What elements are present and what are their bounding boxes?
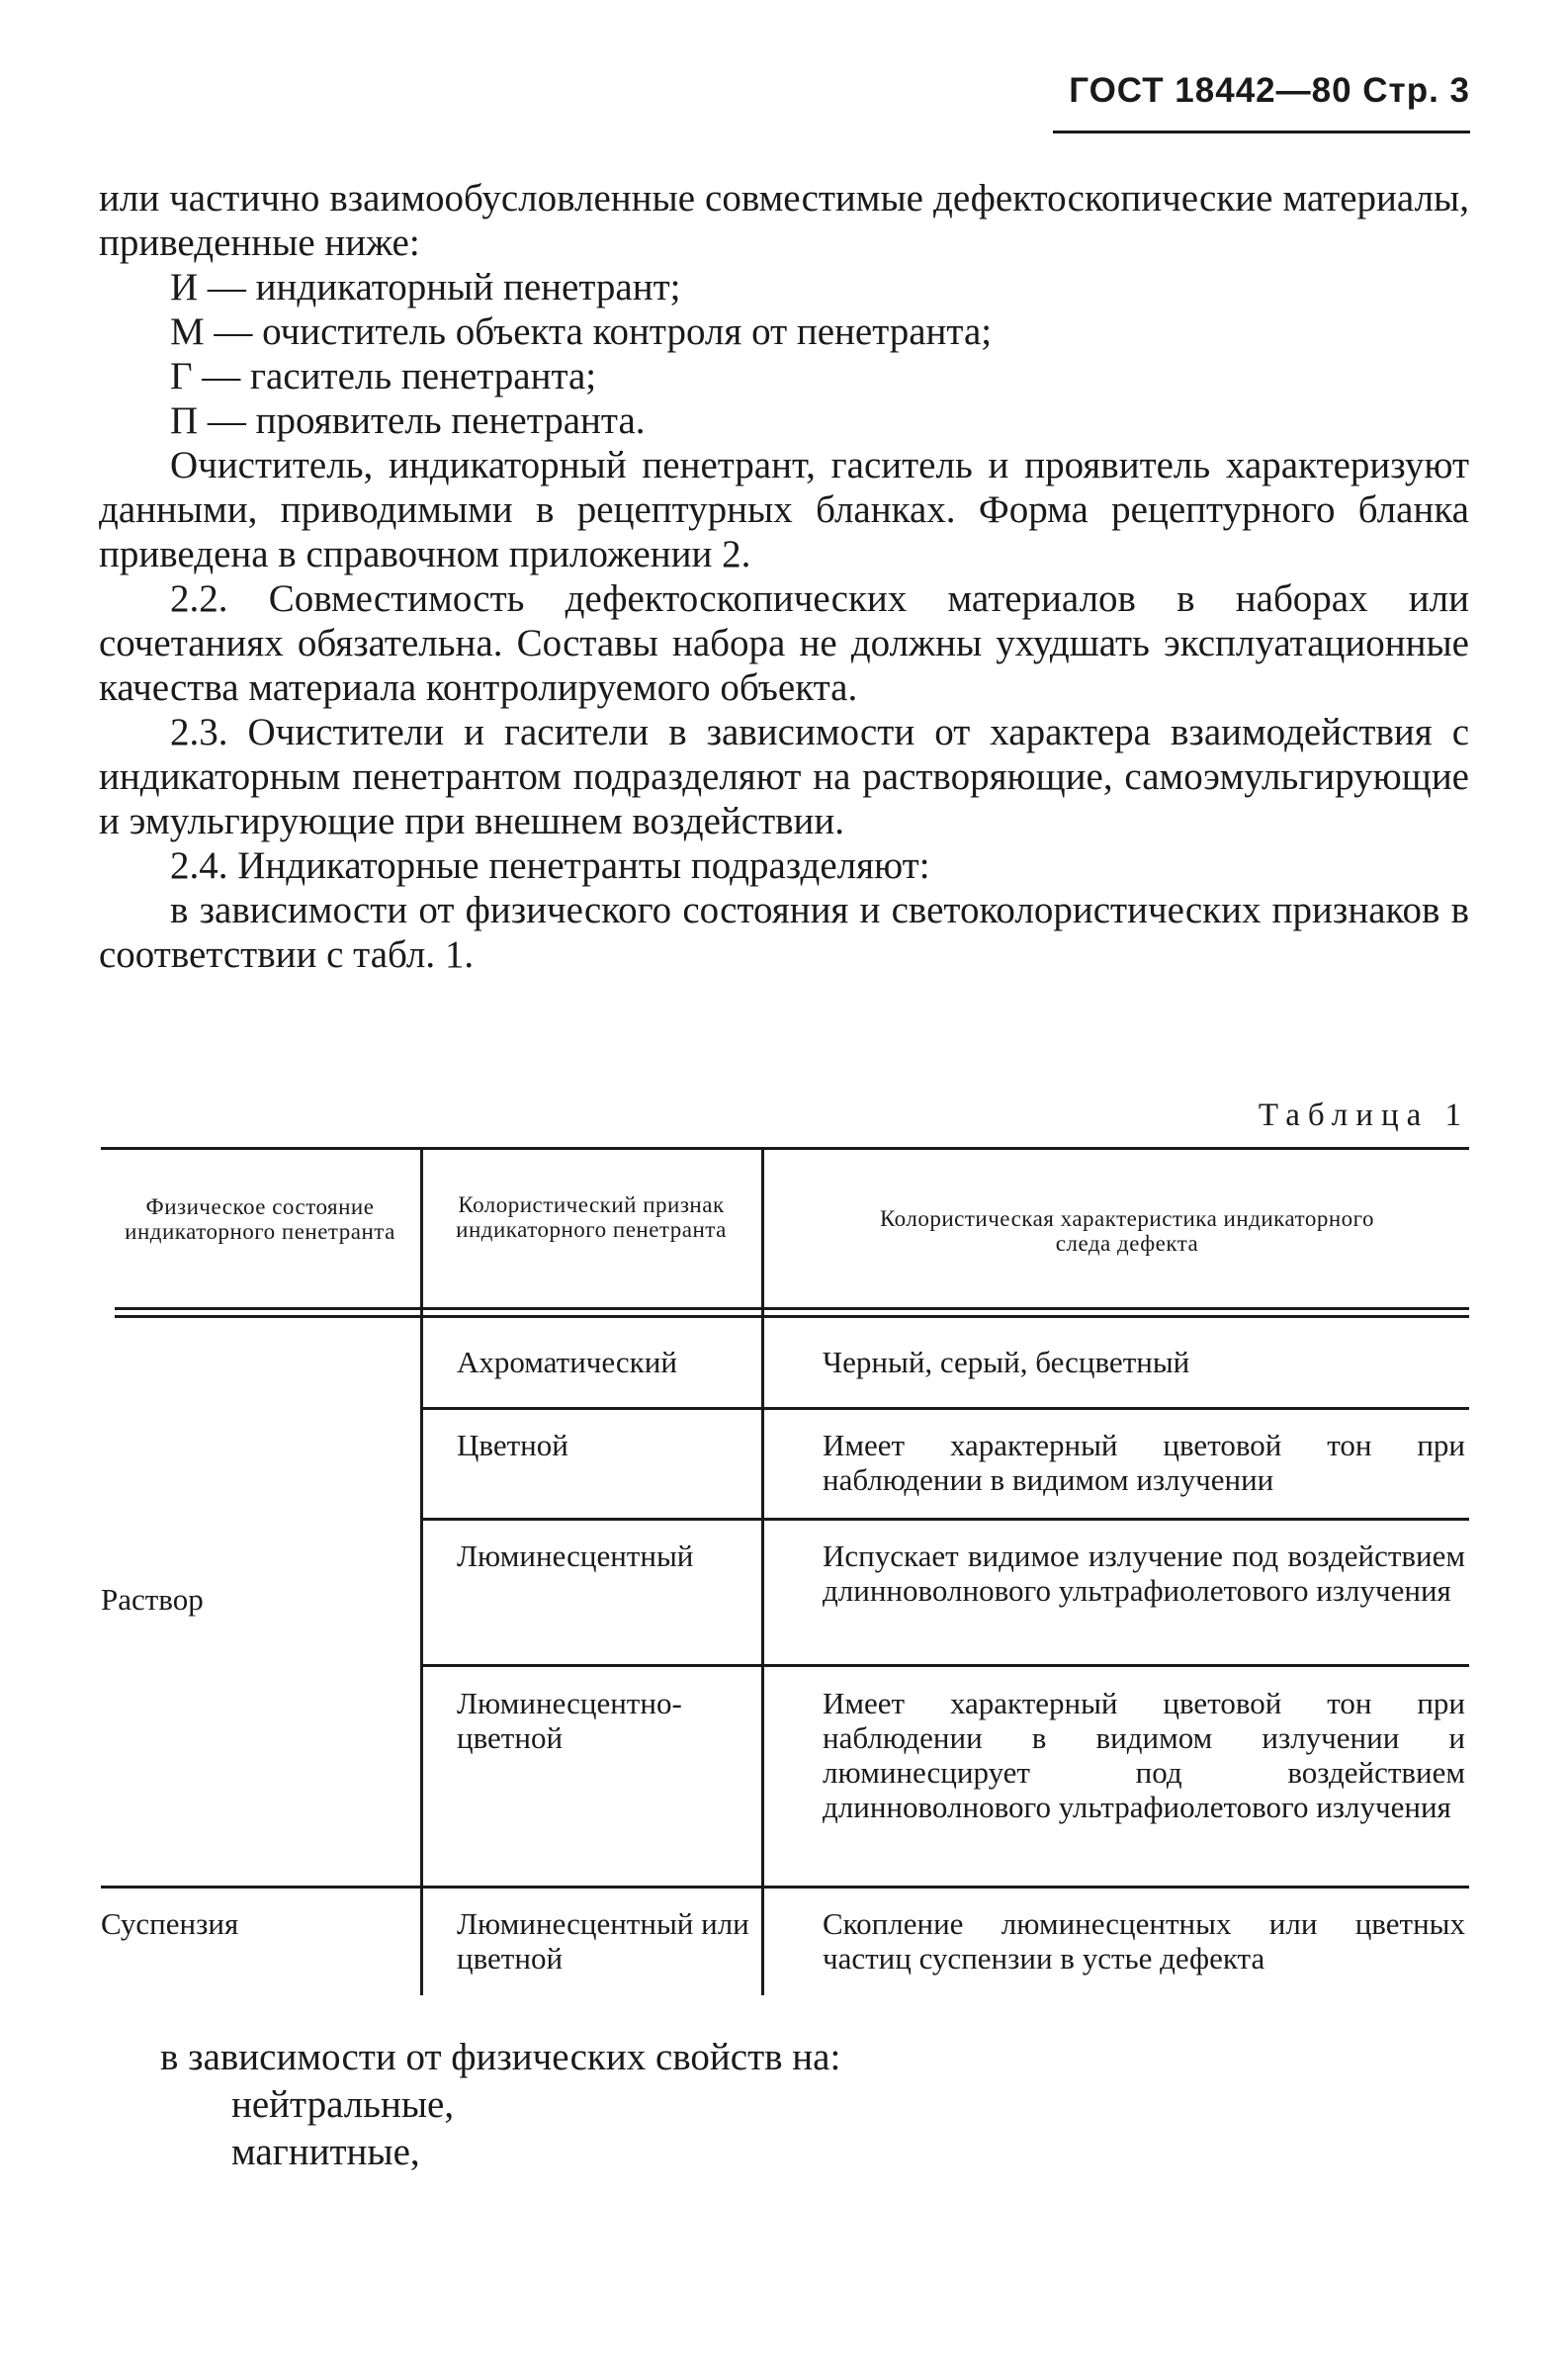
paragraph-2-4: 2.4. Индикаторные пенетранты подразделяют: <box>170 844 930 887</box>
header-description: Колористическая характеристика индикаторного следа дефекта <box>879 1206 1375 1256</box>
list-item: Г — гаситель пенетранта; <box>170 355 597 397</box>
header-state: Физическое состояние индикаторного пенетранта <box>125 1194 395 1244</box>
description-cell: Имеет характерный цветовой тон при наблюдении в видимом излучении и люминесцирует под воздействием длинноволнового ультрафиолетового излучения <box>823 1686 1465 1824</box>
row-rule <box>423 1664 1469 1667</box>
group-rule <box>101 1886 1469 1889</box>
paragraph-2-3: 2.3. Очистители и гасители в зависимости от характера взаимодействия с индикаторным пенетрантом подразделяют на растворяющие, самоэмульгирующие и эмульгирующие при внешнем воздействии. <box>99 711 1469 842</box>
table-header-rule <box>115 1307 1469 1310</box>
row-rule <box>423 1518 1469 1521</box>
physical-properties-intro: в зависимости от физических свойств на: <box>160 2036 841 2078</box>
sign-cell: Ахроматический <box>457 1345 677 1379</box>
paragraph-2-2: 2.2. Совместимость дефектоскопических материалов в наборах или сочетаниях обязательна. Составы набора не должны ухудшать эксплуатационные качества материала контролируемого объекта. <box>99 577 1469 709</box>
sign-cell: Люминесцентно-цветной <box>457 1686 682 1755</box>
list-item: М — очиститель объекта контроля от пенетранта; <box>170 310 993 353</box>
after-table-text <box>160 2034 1445 2176</box>
state-cell-suspension: Суспензия <box>101 1906 239 1941</box>
list-item: нейтральные, <box>231 2083 455 2126</box>
column-divider <box>761 1147 764 1995</box>
sign-cell: Люминесцентный или цветной <box>457 1906 749 1976</box>
description-cell: Имеет характерный цветовой тон при наблюдении в видимом излучении <box>823 1428 1465 1497</box>
description-cell: Скопление люминесцентных или цветных частиц суспензии в устье дефекта <box>823 1906 1465 1976</box>
table-header-rule <box>115 1315 1469 1318</box>
paragraph-characteristics: Очиститель, индикаторный пенетрант, гаситель и проявитель характеризуют данными, приводимыми в рецептурных бланках. Форма рецептурного бланка приведена в справочном приложении 2. <box>99 444 1469 575</box>
header-rule <box>1053 131 1470 133</box>
list-item: П — проявитель пенетранта. <box>170 399 646 442</box>
table-1 <box>99 1147 1469 1999</box>
description-cell: Испускает видимое излучение под воздействием длинноволнового ультрафиолетового излучения <box>823 1538 1465 1608</box>
header-sign: Колористический признак индикаторного пенетранта <box>456 1192 727 1242</box>
row-rule <box>423 1407 1469 1410</box>
page-header: ГОСТ 18442—80 Стр. 3 <box>1069 71 1470 110</box>
state-cell-solution: Раствор <box>101 1582 204 1617</box>
sign-cell: Цветной <box>457 1428 568 1462</box>
table-top-rule <box>101 1147 1469 1150</box>
column-divider <box>420 1147 423 1995</box>
table-caption: Таблица 1 <box>1258 1098 1469 1133</box>
sign-cell: Люминесцентный <box>457 1538 694 1573</box>
list-item: И — индикаторный пенетрант; <box>170 266 681 308</box>
paragraph-table-ref: в зависимости от физического состояния и светоколористических признаков в соответствии с табл. 1. <box>99 889 1469 976</box>
list-item: магнитные, <box>231 2131 420 2173</box>
paragraph-intro: или частично взаимообусловленные совместимые дефектоскопические материалы, приведенные ниже: <box>99 177 1469 264</box>
description-cell: Черный, серый, бесцветный <box>823 1345 1190 1379</box>
body-text <box>99 176 1469 977</box>
materials-list <box>99 265 1469 443</box>
